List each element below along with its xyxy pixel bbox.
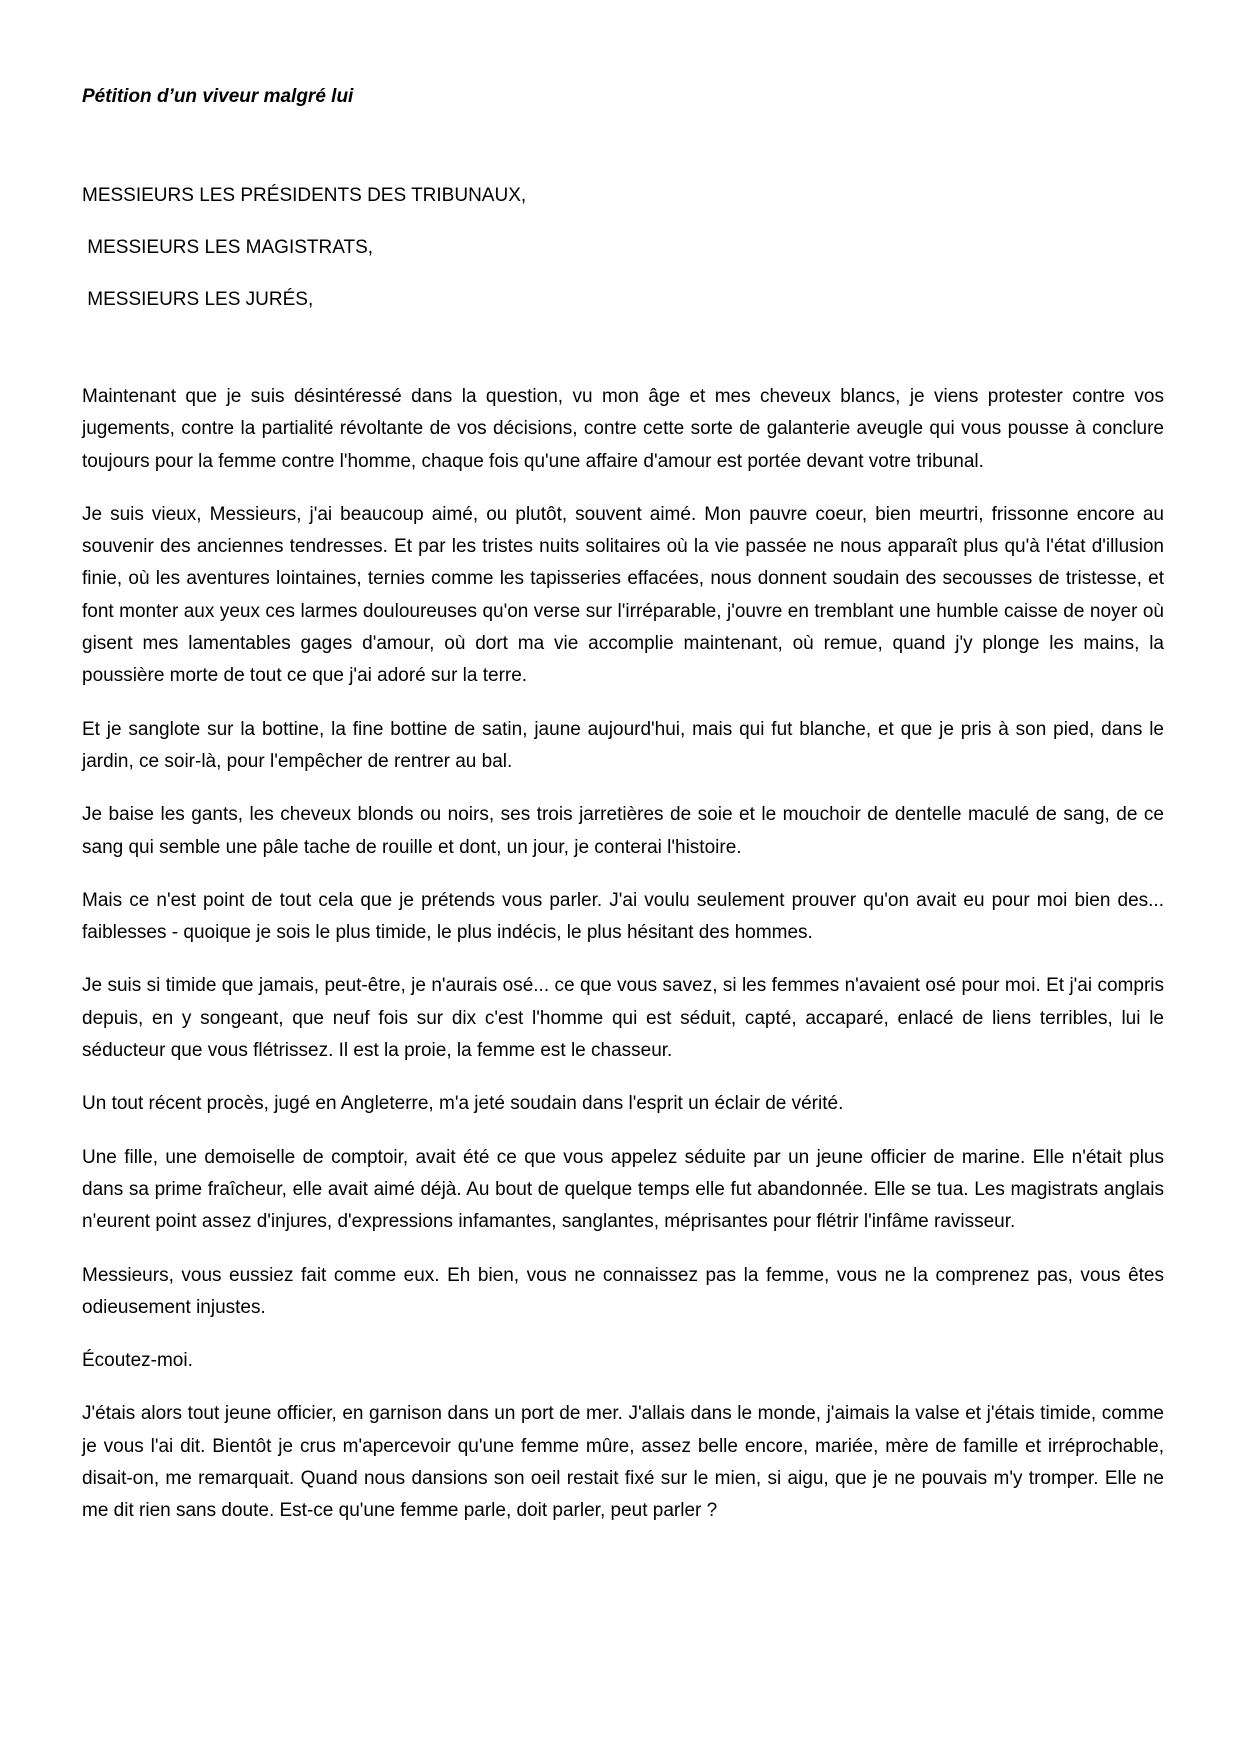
paragraph: Messieurs, vous eussiez fait comme eux. Eh bien, vous ne connaissez pas la femme, vous ne la comprenez pas, vous êtes odieusement injustes. <box>82 1264 1164 1318</box>
paragraph: J'étais alors tout jeune officier, en garnison dans un port de mer. J'allais dans le monde, j'aimais la valse et j'étais timide, comme je vous l'ai dit. Bientôt je crus m'apercevoir qu'une femme mûre, assez belle encore, mariée, mère de famille et irréprochable, disait-on, me remarquait. Quand nous dansions son oeil restait fixé sur le mien, si aigu, que je ne pouvais m'y tromper. Elle ne me dit rien sans doute. Est-ce qu'une femme parle, doit parler, peut parler ? <box>82 1403 1164 1522</box>
document-page <box>82 80 1164 1549</box>
paragraph: Un tout récent procès, jugé en Angleterre, m'a jeté soudain dans l'esprit un éclair de vérité. <box>82 1093 844 1115</box>
paragraph: Maintenant que je suis désintéressé dans la question, vu mon âge et mes cheveux blancs, je viens protester contre vos jugements, contre la partialité révoltante de vos décisions, contre cette sorte de galanterie aveugle qui vous pousse à conclure toujours pour la femme contre l'homme, chaque fois qu'une affaire d'amour est portée devant votre tribunal. <box>82 386 1164 472</box>
paragraph: Je baise les gants, les cheveux blonds ou noirs, ses trois jarretières de soie et le mouchoir de dentelle maculé de sang, de ce sang qui semble une pâle tache de rouille et dont, un jour, je conterai l'histoire. <box>82 804 1164 858</box>
paragraph: Je suis vieux, Messieurs, j'ai beaucoup aimé, ou plutôt, souvent aimé. Mon pauvre coeur, bien meurtri, frissonne encore au souvenir des anciennes tendresses. Et par les tristes nuits solitaires où la vie passée ne nous apparaît plus qu'à l'état d'illusion finie, où les aventures lointaines, ternies comme les tapisseries effacées, nous donnent soudain des secousses de tristesse, et font monter aux yeux ces larmes douloureuses qu'on verse sur l'irréparable, j'ouvre en tremblant une humble caisse de noyer où gisent mes lamentables gages d'amour, où dort ma vie accomplie maintenant, où remue, quand j'y plonge les mains, la poussière morte de tout ce que j'ai adoré sur la terre. <box>82 503 1164 687</box>
paragraph: Je suis si timide que jamais, peut-être, je n'aurais osé... ce que vous savez, si les femmes n'avaient osé pour moi. Et j'ai compris depuis, en y songeant, que neuf fois sur dix c'est l'homme qui est séduit, capté, accaparé, enlacé de liens terribles, lui le séducteur que vous flétrissez. Il est la proie, la femme est le chasseur. <box>82 975 1164 1062</box>
paragraph: Écoutez-moi. <box>82 1350 193 1372</box>
addressee-magistrats: MESSIEURS LES MAGISTRATS, <box>82 237 374 258</box>
paragraph: Et je sanglote sur la bottine, la fine bottine de satin, jaune aujourd'hui, mais qui fut blanche, et que je pris à son pied, dans le jardin, ce soir-là, pour l'empêcher de rentrer au bal. <box>82 718 1164 772</box>
paragraph: Une fille, une demoiselle de comptoir, avait été ce que vous appelez séduite par un jeune officier de marine. Elle n'était plus dans sa prime fraîcheur, elle avait aimé déjà. Au bout de quelque temps elle fut abandonnée. Elle se tua. Les magistrats anglais n'eurent point assez d'injures, d'expressions infamantes, sanglantes, méprisantes pour flétrir l'infâme ravisseur. <box>82 1146 1164 1233</box>
addressee-jures: MESSIEURS LES JURÉS, <box>82 289 314 310</box>
paragraph: Mais ce n'est point de tout cela que je prétends vous parler. J'ai voulu seulement prouver qu'on avait eu pour moi bien des... faiblesses - quoique je sois le plus timide, le plus indécis, le plus hésitant des hommes. <box>82 889 1164 944</box>
document-title: Pétition d’un viveur malgré lui <box>82 86 354 107</box>
addressee-presidents: MESSIEURS LES PRÉSIDENTS DES TRIBUNAUX, <box>82 185 527 206</box>
